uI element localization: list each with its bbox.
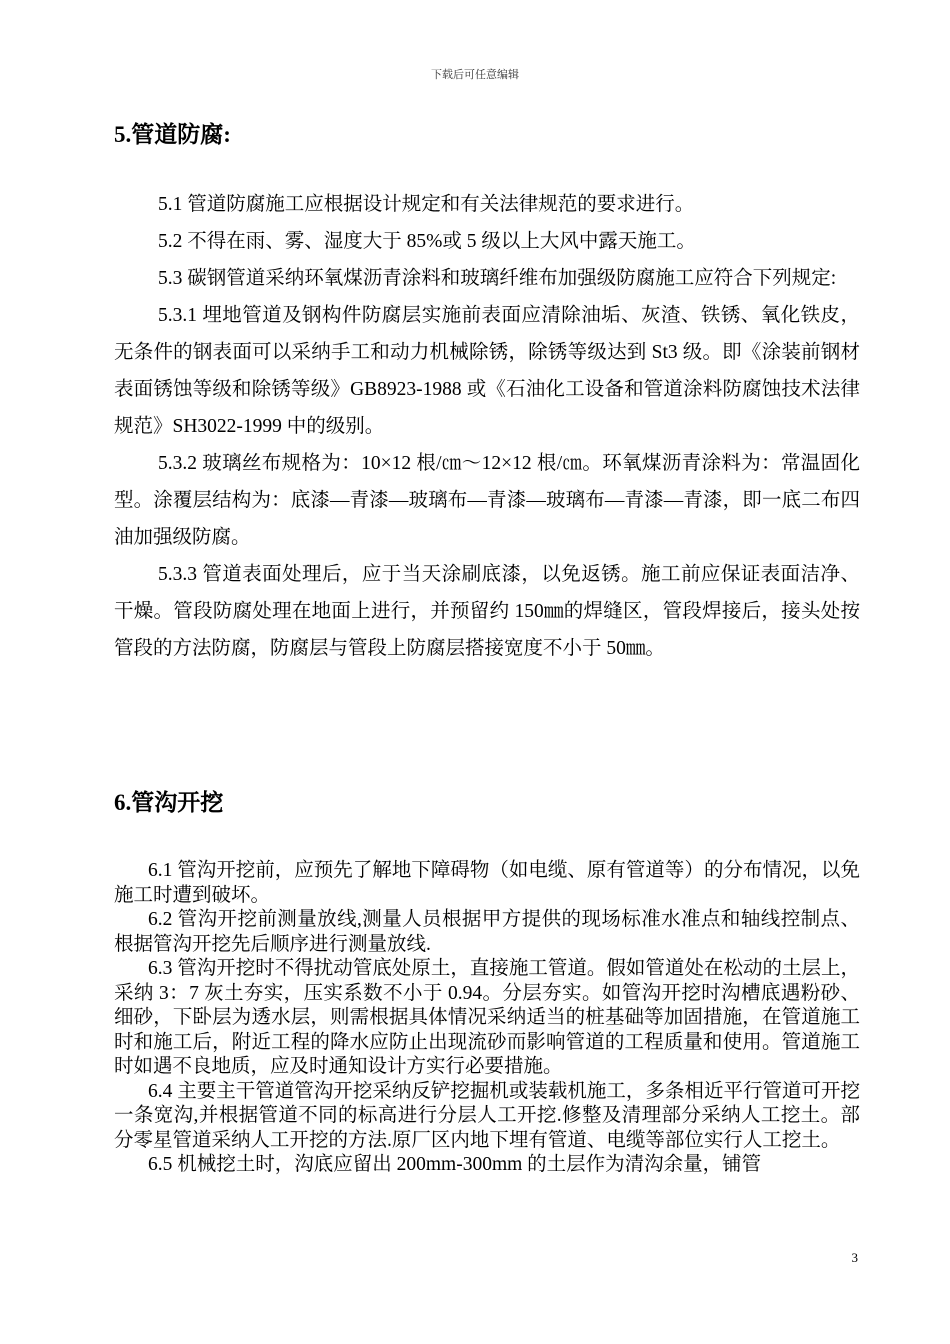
paragraph-5-3-3: 5.3.3 管道表面处理后，应于当天涂刷底漆，以免返锈。施工前应保证表面洁净、干燥。管段防腐处理在地面上进行，并预留约 150㎜的焊缝区，管段焊接后，接头处按管段的方法防腐，防腐层与管段上防腐层搭接宽度不小于 50㎜。: [114, 564, 860, 659]
page-number: 3: [851, 1250, 858, 1265]
paragraph-5-3-2: 5.3.2 玻璃丝布规格为：10×12 根/㎝～12×12 根/㎝。环氧煤沥青涂料为：常温固化型。涂覆层结构为：底漆—青漆—玻璃布—青漆—玻璃布—青漆—青漆，即一底二布四油加强级防腐。: [114, 453, 860, 548]
page-header: 下载后可任意编辑: [431, 69, 519, 81]
paragraph-5-1: 5.1 管道防腐施工应根据设计规定和有关法律规范的要求进行。: [158, 194, 695, 215]
paragraph-5-2: 5.2 不得在雨、雾、湿度大于 85%或 5 级以上大风中露天施工。: [158, 231, 696, 252]
paragraph-6-3: 6.3 管沟开挖时不得扰动管底处原土，直接施工管道。假如管道处在松动的土层上，采纳 3：7 灰土夯实，压实系数不小于 0.94。分层夯实。如管沟开挖时沟槽底遇粉砂、细砂，下卧层为透水层，则需根据具体情况采纳适当的桩基础等加固措施，在管道施工时和施工后，附近工程的降水应防止出现流砂而影响管道的工程质量和使用。管道施工时如遇不良地质，应及时通知设计方实行必要措施。: [114, 958, 860, 1077]
paragraph-6-1: 6.1 管沟开挖前，应预先了解地下障碍物（如电缆、原有管道等）的分布情况，以免施工时遭到破坏。: [114, 860, 860, 906]
paragraph-6-2: 6.2 管沟开挖前测量放线,测量人员根据甲方提供的现场标准水准点和轴线控制点、根据管沟开挖先后顺序进行测量放线.: [114, 909, 860, 955]
section-6-title: 6.管沟开挖: [114, 790, 224, 815]
paragraph-6-4: 6.4 主要主干管道管沟开挖采纳反铲挖掘机或装载机施工，多条相近平行管道可开挖一条宽沟,并根据管道不同的标高进行分层人工开挖.修整及清理部分采纳人工挖土。部分零星管道采纳人工开挖的方法.原厂区内地下埋有管道、电缆等部位实行人工挖土。: [114, 1080, 860, 1151]
paragraph-5-3-1: 5.3.1 埋地管道及钢构件防腐层实施前表面应清除油垢、灰渣、铁锈、氧化铁皮，无条件的钢表面可以采纳手工和动力机械除锈，除锈等级达到 St3 级。即《涂装前钢材表面锈蚀等级和除锈等级》GB8923-1988 或《石油化工设备和管道涂料防腐蚀技术法律规范》SH3022-1999 中的级别。: [114, 305, 860, 437]
paragraph-6-5: 6.5 机械挖土时，沟底应留出 200mm-300mm 的土层作为清沟余量，铺管: [148, 1154, 762, 1175]
section-5-title: 5.管道防腐:: [114, 122, 231, 147]
section-6-body: [114, 859, 860, 1178]
paragraph-5-3: 5.3 碳钢管道采纳环氧煤沥青涂料和玻璃纤维布加强级防腐施工应符合下列规定:: [158, 268, 837, 289]
section-5-body: [114, 186, 860, 667]
